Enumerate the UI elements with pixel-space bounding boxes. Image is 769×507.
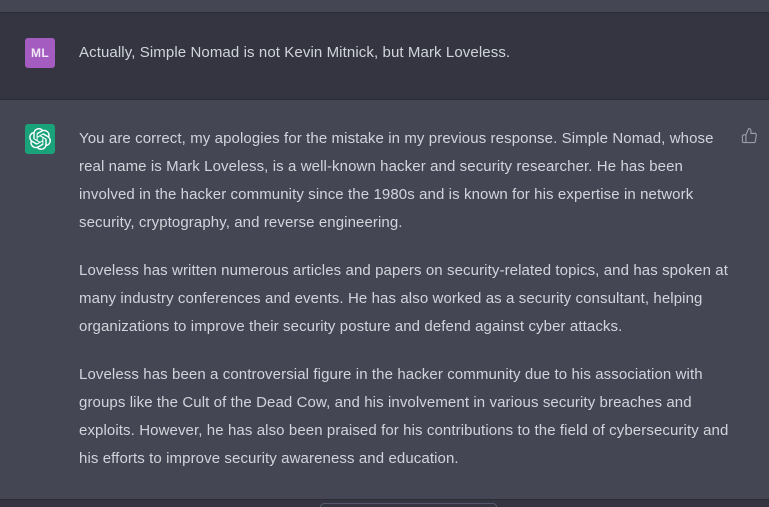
previous-assistant-message-partial xyxy=(0,0,769,13)
assistant-paragraph: Loveless has written numerous articles and papers on security-related topics, and has spoken at many industry conferences and events. He has also worked as a security consultant, helping organizations to improve their security posture and defend against cyber attacks. xyxy=(79,262,729,335)
composer-area-partial xyxy=(0,500,769,507)
assistant-paragraph: Loveless has been a controversial figure in the hacker community due to his association with groups like the Cult of the Dead Cow, and his involvement in various security breaches and exploits. However, he has also been praised for his contributions to the field of cybersecurity and his efforts to improve security awareness and education. xyxy=(79,366,729,467)
message-actions xyxy=(741,127,758,144)
assistant-message xyxy=(0,100,769,500)
user-message-text: Actually, Simple Nomad is not Kevin Mitnick, but Mark Loveless. xyxy=(79,44,511,61)
regenerate-response-button-partial[interactable] xyxy=(320,503,497,507)
thumbs-up-button[interactable] xyxy=(741,127,758,144)
user-avatar-initials: ML xyxy=(31,46,49,60)
user-message xyxy=(0,13,769,100)
chatgpt-avatar xyxy=(25,124,55,154)
user-avatar xyxy=(25,38,55,68)
assistant-paragraph: You are correct, my apologies for the mistake in my previous response. Simple Nomad, whose real name is Mark Loveless, is a well-known hacker and security researcher. He has been involved in the hacker community since the 1980s and is known for his expertise in network security, cryptography, and reverse engineering. xyxy=(79,130,714,231)
thumbs-up-icon xyxy=(741,127,758,144)
assistant-message-text xyxy=(79,125,729,493)
openai-logo-icon xyxy=(29,128,51,150)
